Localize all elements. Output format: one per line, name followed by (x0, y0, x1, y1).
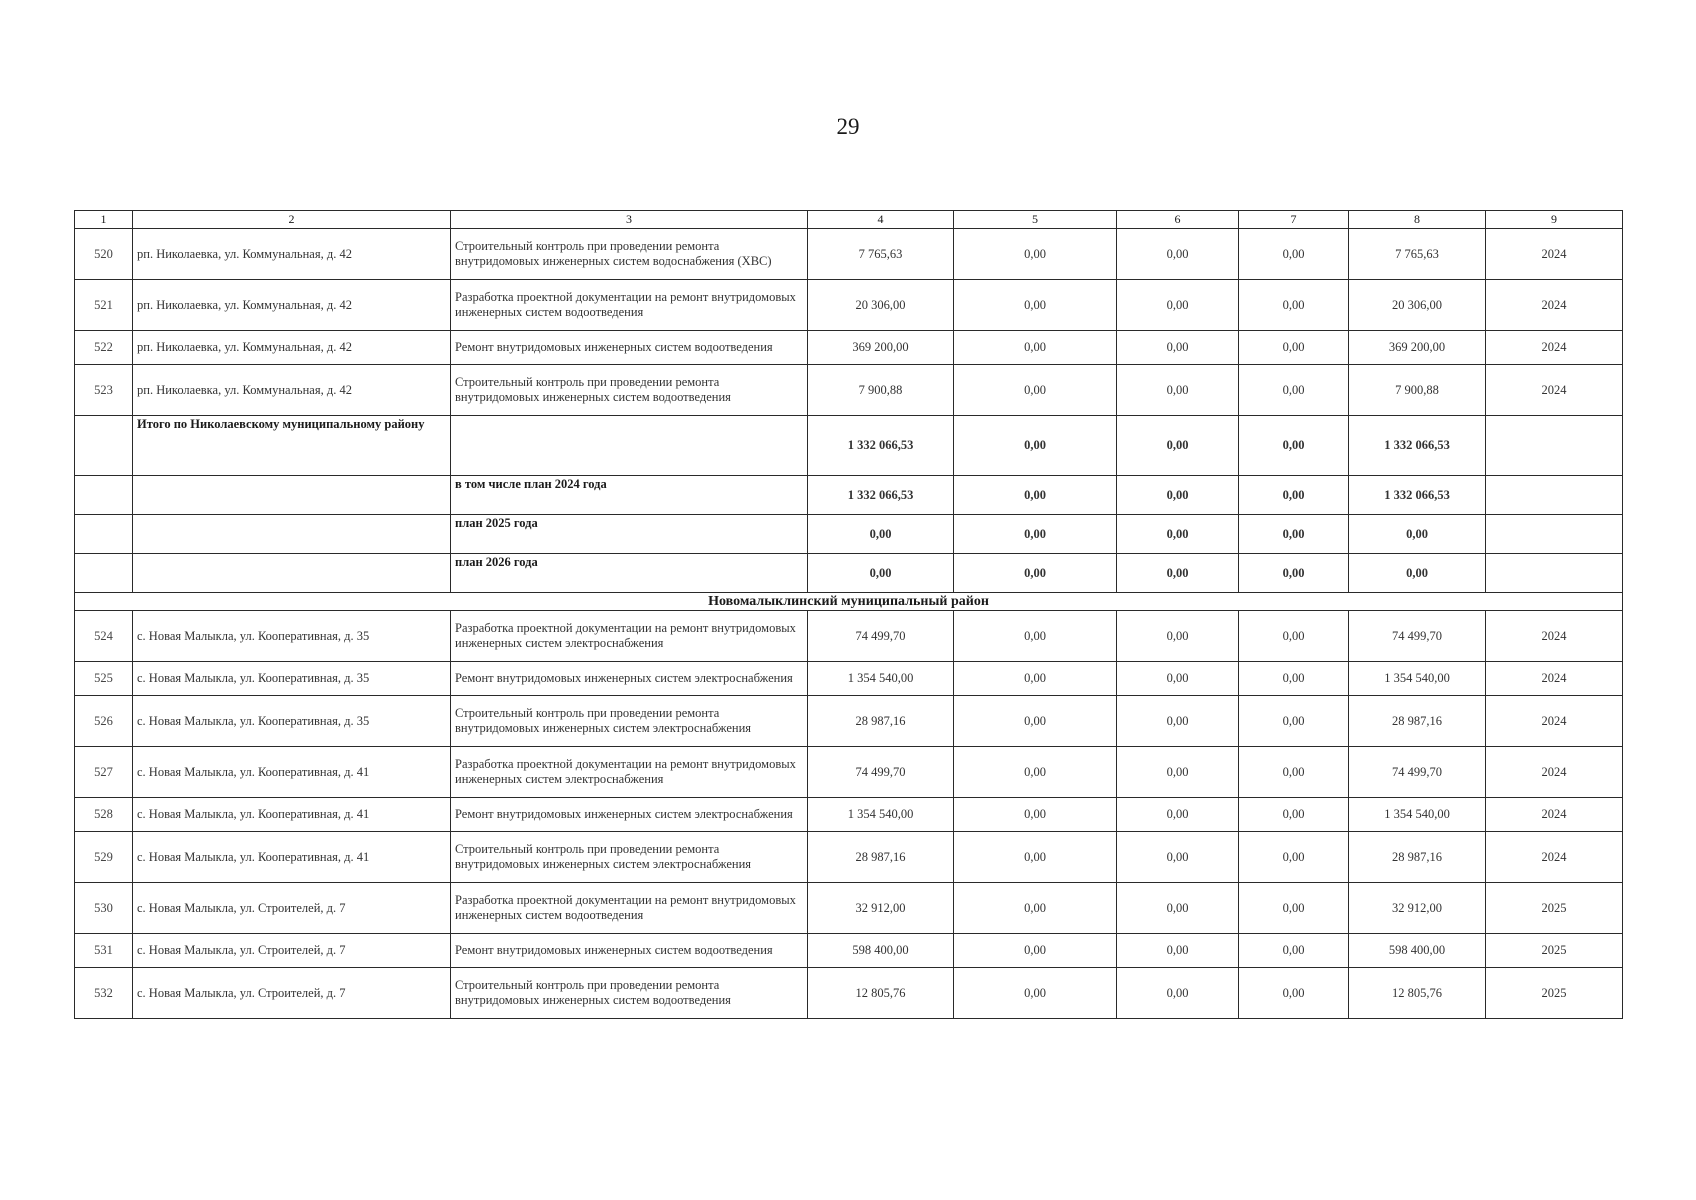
table-row (75, 611, 1623, 662)
row-number: 528 (75, 798, 133, 832)
year-cell: 2024 (1486, 798, 1623, 832)
plan-label: план 2026 года (451, 554, 808, 593)
year-cell: 2024 (1486, 832, 1623, 883)
cost-col5-cell: 0,00 (954, 696, 1117, 747)
cost-col5-cell: 0,00 (954, 365, 1117, 416)
column-header: 8 (1349, 211, 1486, 229)
cost-total-cell: 7 900,88 (808, 365, 954, 416)
empty-cell (1486, 554, 1623, 593)
plan-col5: 0,00 (954, 476, 1117, 515)
plan-col5: 0,00 (954, 515, 1117, 554)
column-header: 2 (133, 211, 451, 229)
plan-row (75, 476, 1623, 515)
work-type-cell: Ремонт внутридомовых инженерных систем водоотведения (451, 934, 808, 968)
address-cell: с. Новая Малыкла, ул. Кооперативная, д. 41 (133, 798, 451, 832)
cost-total-cell: 7 765,63 (808, 229, 954, 280)
plan-col7: 0,00 (1239, 554, 1349, 593)
address-cell: с. Новая Малыкла, ул. Строителей, д. 7 (133, 883, 451, 934)
cost-col6-cell: 0,00 (1117, 747, 1239, 798)
table-row (75, 331, 1623, 365)
address-cell: рп. Николаевка, ул. Коммунальная, д. 42 (133, 365, 451, 416)
cost-col7-cell: 0,00 (1239, 832, 1349, 883)
plan-col8: 0,00 (1349, 554, 1486, 593)
cost-col6-cell: 0,00 (1117, 798, 1239, 832)
address-cell: рп. Николаевка, ул. Коммунальная, д. 42 (133, 229, 451, 280)
address-cell: с. Новая Малыкла, ул. Кооперативная, д. 35 (133, 662, 451, 696)
plan-row (75, 515, 1623, 554)
table-row (75, 280, 1623, 331)
row-number: 522 (75, 331, 133, 365)
section-title: Новомалыклинский муниципальный район (75, 593, 1623, 611)
cost-col5-cell: 0,00 (954, 798, 1117, 832)
section-heading-row (75, 593, 1623, 611)
cost-col8-cell: 598 400,00 (1349, 934, 1486, 968)
plan-col4: 1 332 066,53 (808, 476, 954, 515)
row-number: 520 (75, 229, 133, 280)
cost-col8-cell: 1 354 540,00 (1349, 798, 1486, 832)
year-cell: 2025 (1486, 968, 1623, 1019)
address-cell: с. Новая Малыкла, ул. Кооперативная, д. 41 (133, 747, 451, 798)
year-cell: 2024 (1486, 331, 1623, 365)
total-col8: 1 332 066,53 (1349, 416, 1486, 476)
cost-col7-cell: 0,00 (1239, 365, 1349, 416)
work-type-cell: Строительный контроль при проведении ремонта внутридомовых инженерных систем водоотведения (451, 968, 808, 1019)
cost-col7-cell: 0,00 (1239, 883, 1349, 934)
cost-col6-cell: 0,00 (1117, 365, 1239, 416)
work-type-cell: Разработка проектной документации на ремонт внутридомовых инженерных систем водоотведения (451, 883, 808, 934)
cost-col7-cell: 0,00 (1239, 229, 1349, 280)
plan-label: в том числе план 2024 года (451, 476, 808, 515)
row-number: 530 (75, 883, 133, 934)
year-cell: 2024 (1486, 365, 1623, 416)
empty-cell (133, 476, 451, 515)
plan-col6: 0,00 (1117, 554, 1239, 593)
cost-col5-cell: 0,00 (954, 747, 1117, 798)
year-cell: 2024 (1486, 611, 1623, 662)
cost-col7-cell: 0,00 (1239, 696, 1349, 747)
cost-col6-cell: 0,00 (1117, 229, 1239, 280)
row-number: 521 (75, 280, 133, 331)
column-header: 6 (1117, 211, 1239, 229)
cost-col5-cell: 0,00 (954, 968, 1117, 1019)
cost-col6-cell: 0,00 (1117, 696, 1239, 747)
district-total-row (75, 416, 1623, 476)
cost-col8-cell: 7 900,88 (1349, 365, 1486, 416)
total-col5: 0,00 (954, 416, 1117, 476)
cost-col7-cell: 0,00 (1239, 331, 1349, 365)
address-cell: с. Новая Малыкла, ул. Кооперативная, д. 35 (133, 696, 451, 747)
row-number: 523 (75, 365, 133, 416)
empty-cell (75, 554, 133, 593)
work-type-cell: Ремонт внутридомовых инженерных систем водоотведения (451, 331, 808, 365)
address-cell: с. Новая Малыкла, ул. Строителей, д. 7 (133, 934, 451, 968)
cost-total-cell: 12 805,76 (808, 968, 954, 1019)
empty-cell (451, 416, 808, 476)
plan-row (75, 554, 1623, 593)
work-type-cell: Ремонт внутридомовых инженерных систем электроснабжения (451, 798, 808, 832)
cost-total-cell: 1 354 540,00 (808, 662, 954, 696)
cost-col6-cell: 0,00 (1117, 662, 1239, 696)
plan-col6: 0,00 (1117, 515, 1239, 554)
address-cell: рп. Николаевка, ул. Коммунальная, д. 42 (133, 280, 451, 331)
empty-cell (133, 515, 451, 554)
cost-col6-cell: 0,00 (1117, 968, 1239, 1019)
cost-total-cell: 32 912,00 (808, 883, 954, 934)
total-col7: 0,00 (1239, 416, 1349, 476)
cost-total-cell: 1 354 540,00 (808, 798, 954, 832)
address-cell: с. Новая Малыкла, ул. Кооперативная, д. 41 (133, 832, 451, 883)
column-header: 9 (1486, 211, 1623, 229)
table-row (75, 229, 1623, 280)
empty-cell (1486, 476, 1623, 515)
cost-col7-cell: 0,00 (1239, 611, 1349, 662)
cost-col5-cell: 0,00 (954, 280, 1117, 331)
row-number: 525 (75, 662, 133, 696)
cost-total-cell: 28 987,16 (808, 832, 954, 883)
cost-col6-cell: 0,00 (1117, 331, 1239, 365)
cost-col7-cell: 0,00 (1239, 662, 1349, 696)
year-cell: 2025 (1486, 934, 1623, 968)
year-cell: 2024 (1486, 662, 1623, 696)
work-type-cell: Строительный контроль при проведении ремонта внутридомовых инженерных систем водоотведения (451, 365, 808, 416)
cost-col8-cell: 32 912,00 (1349, 883, 1486, 934)
empty-cell (75, 476, 133, 515)
total-label: Итого по Николаевскому муниципальному району (133, 416, 451, 476)
table-row (75, 883, 1623, 934)
row-number: 531 (75, 934, 133, 968)
address-cell: с. Новая Малыкла, ул. Кооперативная, д. 35 (133, 611, 451, 662)
row-number: 527 (75, 747, 133, 798)
table-row (75, 747, 1623, 798)
column-header: 4 (808, 211, 954, 229)
empty-cell (133, 554, 451, 593)
empty-cell (1486, 515, 1623, 554)
year-cell: 2024 (1486, 747, 1623, 798)
table-row (75, 365, 1623, 416)
cost-col5-cell: 0,00 (954, 934, 1117, 968)
cost-col5-cell: 0,00 (954, 611, 1117, 662)
work-type-cell: Разработка проектной документации на ремонт внутридомовых инженерных систем электроснабжения (451, 747, 808, 798)
cost-col8-cell: 7 765,63 (1349, 229, 1486, 280)
plan-col5: 0,00 (954, 554, 1117, 593)
cost-col6-cell: 0,00 (1117, 611, 1239, 662)
work-type-cell: Строительный контроль при проведении ремонта внутридомовых инженерных систем водоснабжения (ХВС) (451, 229, 808, 280)
plan-col7: 0,00 (1239, 476, 1349, 515)
table-row (75, 934, 1623, 968)
table-row (75, 662, 1623, 696)
cost-col6-cell: 0,00 (1117, 934, 1239, 968)
cost-total-cell: 74 499,70 (808, 747, 954, 798)
cost-col8-cell: 12 805,76 (1349, 968, 1486, 1019)
column-header: 7 (1239, 211, 1349, 229)
plan-col8: 1 332 066,53 (1349, 476, 1486, 515)
empty-cell (75, 416, 133, 476)
cost-col7-cell: 0,00 (1239, 280, 1349, 331)
plan-label: план 2025 года (451, 515, 808, 554)
cost-col5-cell: 0,00 (954, 331, 1117, 365)
address-cell: с. Новая Малыкла, ул. Строителей, д. 7 (133, 968, 451, 1019)
cost-col5-cell: 0,00 (954, 229, 1117, 280)
cost-col8-cell: 20 306,00 (1349, 280, 1486, 331)
year-cell: 2025 (1486, 883, 1623, 934)
plan-col6: 0,00 (1117, 476, 1239, 515)
column-header: 1 (75, 211, 133, 229)
row-number: 532 (75, 968, 133, 1019)
repair-plan-table (74, 210, 1623, 1019)
plan-col4: 0,00 (808, 515, 954, 554)
table-row (75, 696, 1623, 747)
total-col6: 0,00 (1117, 416, 1239, 476)
cost-col7-cell: 0,00 (1239, 968, 1349, 1019)
table-body (75, 211, 1623, 1019)
cost-col8-cell: 28 987,16 (1349, 832, 1486, 883)
year-cell: 2024 (1486, 229, 1623, 280)
work-type-cell: Разработка проектной документации на ремонт внутридомовых инженерных систем водоотведения (451, 280, 808, 331)
cost-col8-cell: 1 354 540,00 (1349, 662, 1486, 696)
row-number: 524 (75, 611, 133, 662)
cost-col8-cell: 369 200,00 (1349, 331, 1486, 365)
cost-col6-cell: 0,00 (1117, 832, 1239, 883)
plan-col8: 0,00 (1349, 515, 1486, 554)
column-number-row (75, 211, 1623, 229)
work-type-cell: Строительный контроль при проведении ремонта внутридомовых инженерных систем электроснабжения (451, 832, 808, 883)
cost-col6-cell: 0,00 (1117, 883, 1239, 934)
year-cell: 2024 (1486, 280, 1623, 331)
column-header: 3 (451, 211, 808, 229)
cost-col6-cell: 0,00 (1117, 280, 1239, 331)
cost-total-cell: 28 987,16 (808, 696, 954, 747)
plan-col4: 0,00 (808, 554, 954, 593)
cost-total-cell: 74 499,70 (808, 611, 954, 662)
cost-col7-cell: 0,00 (1239, 798, 1349, 832)
cost-total-cell: 598 400,00 (808, 934, 954, 968)
column-header: 5 (954, 211, 1117, 229)
table-row (75, 798, 1623, 832)
cost-col8-cell: 74 499,70 (1349, 747, 1486, 798)
cost-col5-cell: 0,00 (954, 883, 1117, 934)
row-number: 529 (75, 832, 133, 883)
plan-col7: 0,00 (1239, 515, 1349, 554)
empty-cell (75, 515, 133, 554)
table-row (75, 832, 1623, 883)
cost-col8-cell: 28 987,16 (1349, 696, 1486, 747)
page-number: 29 (836, 114, 860, 139)
cost-col7-cell: 0,00 (1239, 747, 1349, 798)
work-type-cell: Ремонт внутридомовых инженерных систем электроснабжения (451, 662, 808, 696)
cost-col8-cell: 74 499,70 (1349, 611, 1486, 662)
empty-cell (1486, 416, 1623, 476)
work-type-cell: Разработка проектной документации на ремонт внутридомовых инженерных систем электроснабжения (451, 611, 808, 662)
work-type-cell: Строительный контроль при проведении ремонта внутридомовых инженерных систем электроснабжения (451, 696, 808, 747)
total-col4: 1 332 066,53 (808, 416, 954, 476)
cost-col7-cell: 0,00 (1239, 934, 1349, 968)
cost-total-cell: 20 306,00 (808, 280, 954, 331)
table-row (75, 968, 1623, 1019)
cost-col5-cell: 0,00 (954, 832, 1117, 883)
cost-total-cell: 369 200,00 (808, 331, 954, 365)
cost-col5-cell: 0,00 (954, 662, 1117, 696)
year-cell: 2024 (1486, 696, 1623, 747)
address-cell: рп. Николаевка, ул. Коммунальная, д. 42 (133, 331, 451, 365)
row-number: 526 (75, 696, 133, 747)
